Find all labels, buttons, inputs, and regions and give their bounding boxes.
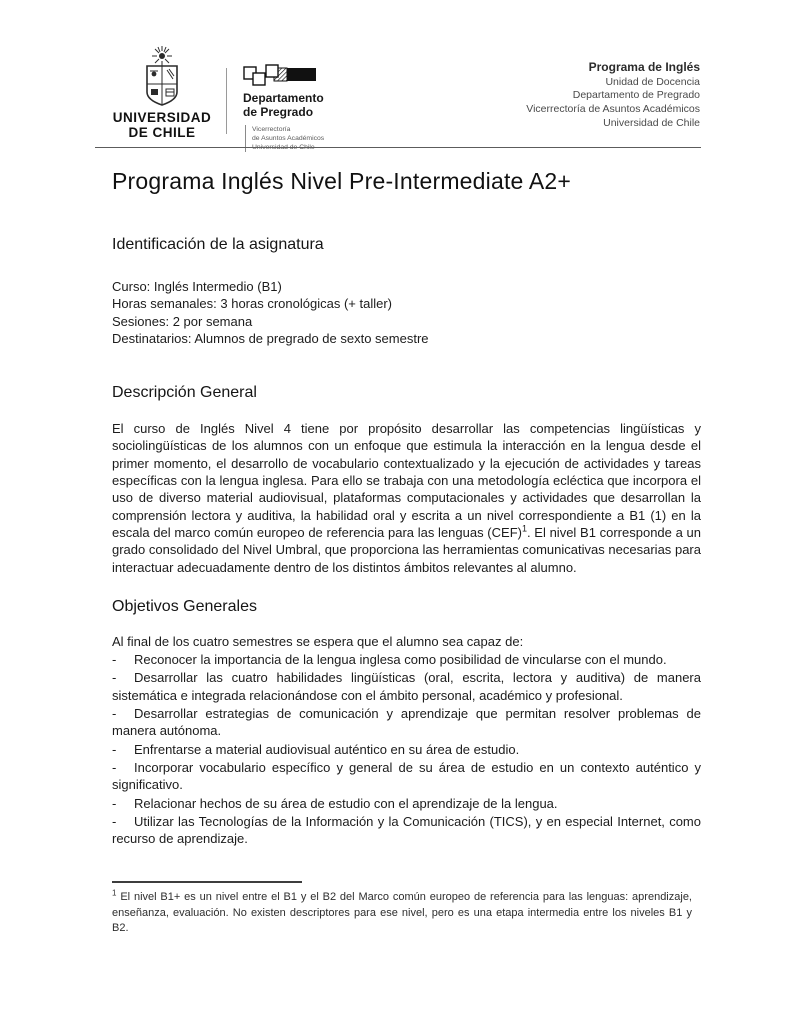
program-header-line: Unidad de Docencia — [605, 75, 700, 88]
document-body — [112, 168, 701, 847]
program-header-line: Vicerrectoría de Asuntos Académicos — [526, 102, 700, 115]
section-heading-descripcion: Descripción General — [112, 384, 257, 402]
logo-divider — [226, 68, 227, 134]
objetivo-text: Utilizar las Tecnologías de la Información y la Comunicación (TICS), y en especial Internet, como recurso de aprendizaje. — [112, 813, 701, 847]
objetivo-item — [112, 741, 701, 758]
objetivos-intro: Al final de los cuatro semestres se espera que el alumno sea capaz de: — [112, 633, 524, 649]
bullet-dash: - — [112, 795, 117, 811]
bullet-dash: - — [112, 706, 117, 722]
header-divider-rule — [95, 147, 701, 148]
objetivo-item — [112, 651, 701, 668]
page-title: Programa Inglés Nivel Pre-Intermediate A2+ — [112, 168, 572, 194]
university-name-line1: UNIVERSIDAD — [112, 110, 212, 125]
pregrado-title — [243, 92, 325, 120]
descripcion-text-before-footnote: El curso de Inglés Nivel 4 tiene por propósito desarrollar las competencias lingüísticas y sociolingüísticas de los alumnos con un enfoque que estimula la interacción en la lengua desde el primer momento, el desarrollo de vocabulario contextualizado y la ejecución de actividades y tareas específicas con la lengua inglesa. Para ello se trabaja con una metodología ecléctica que incorpora el uso de diverso material audiovisual, plataformas computacionales y actividades que desarrollan la comprensión lectora y auditiva, la habilidad oral y escrita a un nivel correspondiente a B1 (1) en la escala del marco común europeo de referencia para las lenguas (CEF) — [112, 421, 701, 540]
footnote-section — [112, 881, 692, 937]
objetivo-text: Enfrentarse a material audiovisual auténtico en su área de estudio. — [134, 741, 520, 757]
objetivo-item — [112, 705, 701, 740]
program-header-line: Departamento de Pregrado — [572, 89, 700, 102]
universidad-de-chile-logo — [112, 46, 212, 140]
header-logos — [112, 46, 325, 152]
descripcion-text-after-footnote: . El nivel B1 corresponde a un grado consolidado del Nivel Umbral, que proporciona las herramientas comunicativas necesarias para interactuar adecuadamente dentro de los distintos ámbitos relevantes al alumno. — [112, 524, 702, 575]
course-detail-horas: Horas semanales: 3 horas cronológicas (+ taller) — [112, 296, 392, 312]
objetivo-text: Desarrollar las cuatro habilidades lingüísticas (oral, escrita, lectora y auditiva) de manera sistemática e integrada relacionándose con el ámbito personal, académico y profesional. — [112, 670, 701, 703]
course-detail-sesiones: Sesiones: 2 por semana — [112, 313, 253, 329]
crest-sun — [152, 46, 172, 66]
objetivo-text: Desarrollar estrategias de comunicación y aprendizaje que permitan resolver problemas de manera autónoma. — [112, 706, 701, 739]
university-name — [112, 110, 212, 140]
objetivo-item — [112, 669, 701, 704]
objetivo-item — [112, 795, 701, 812]
section-heading-identificacion: Identificación de la asignatura — [112, 236, 324, 253]
footnote-body: El nivel B1+ es un nivel entre el B1 y el B2 del Marco común europeo de referencia para las lenguas: aprendizaje, enseñanza, evaluación. No existen descriptores para ese nivel, pero es una etapa intermedia entre los niveles B1 y B2. — [112, 891, 692, 935]
pregrado-sub-line: Vicerrectoría — [252, 125, 291, 133]
pregrado-sub-line: de Asuntos Académicos — [252, 134, 325, 142]
program-header-line: Universidad de Chile — [603, 116, 700, 129]
program-header-title: Programa de Inglés — [588, 60, 700, 74]
bullet-dash: - — [112, 759, 117, 775]
pregrado-title-line1: Departamento — [243, 91, 324, 105]
university-crest-icon — [112, 46, 212, 108]
program-header-block — [526, 46, 700, 130]
course-details — [112, 278, 701, 347]
footnote-divider-rule — [112, 881, 302, 883]
footnote-marker: 1 — [112, 888, 117, 898]
bullet-dash: - — [112, 652, 117, 668]
objetivo-item — [112, 759, 701, 794]
course-detail-destinatarios: Destinatarios: Alumnos de pregrado de sexto semestre — [112, 330, 429, 346]
departamento-pregrado-logo — [243, 46, 325, 152]
bullet-dash: - — [112, 741, 117, 757]
pregrado-title-line2: de Pregrado — [243, 104, 314, 119]
bullet-dash: - — [112, 670, 117, 686]
footnote-reference-marker: 1 — [521, 523, 527, 534]
section-heading-objetivos: Objetivos Generales — [112, 597, 257, 615]
objetivo-text: Relacionar hechos de su área de estudio con el aprendizaje de la lengua. — [134, 795, 558, 811]
course-detail-curso: Curso: Inglés Intermedio (B1) — [112, 279, 282, 294]
objetivo-text: Reconocer la importancia de la lengua inglesa como posibilidad de vincularse con el mundo. — [134, 652, 667, 668]
university-name-line2: DE CHILE — [128, 125, 196, 141]
pregrado-squares-icon — [243, 64, 325, 88]
objetivo-text: Incorporar vocabulario específico y general de su área de estudio en un contexto auténtico y significativo. — [112, 759, 701, 793]
footnote-text — [112, 890, 692, 937]
bullet-dash: - — [112, 813, 117, 829]
objetivo-item — [112, 813, 701, 848]
crest-shield — [147, 66, 177, 105]
descripcion-paragraph — [112, 420, 701, 576]
objetivos-list — [112, 651, 701, 847]
pregrado-sub-line: Universidad de Chile — [252, 143, 315, 151]
page-header — [112, 46, 700, 152]
